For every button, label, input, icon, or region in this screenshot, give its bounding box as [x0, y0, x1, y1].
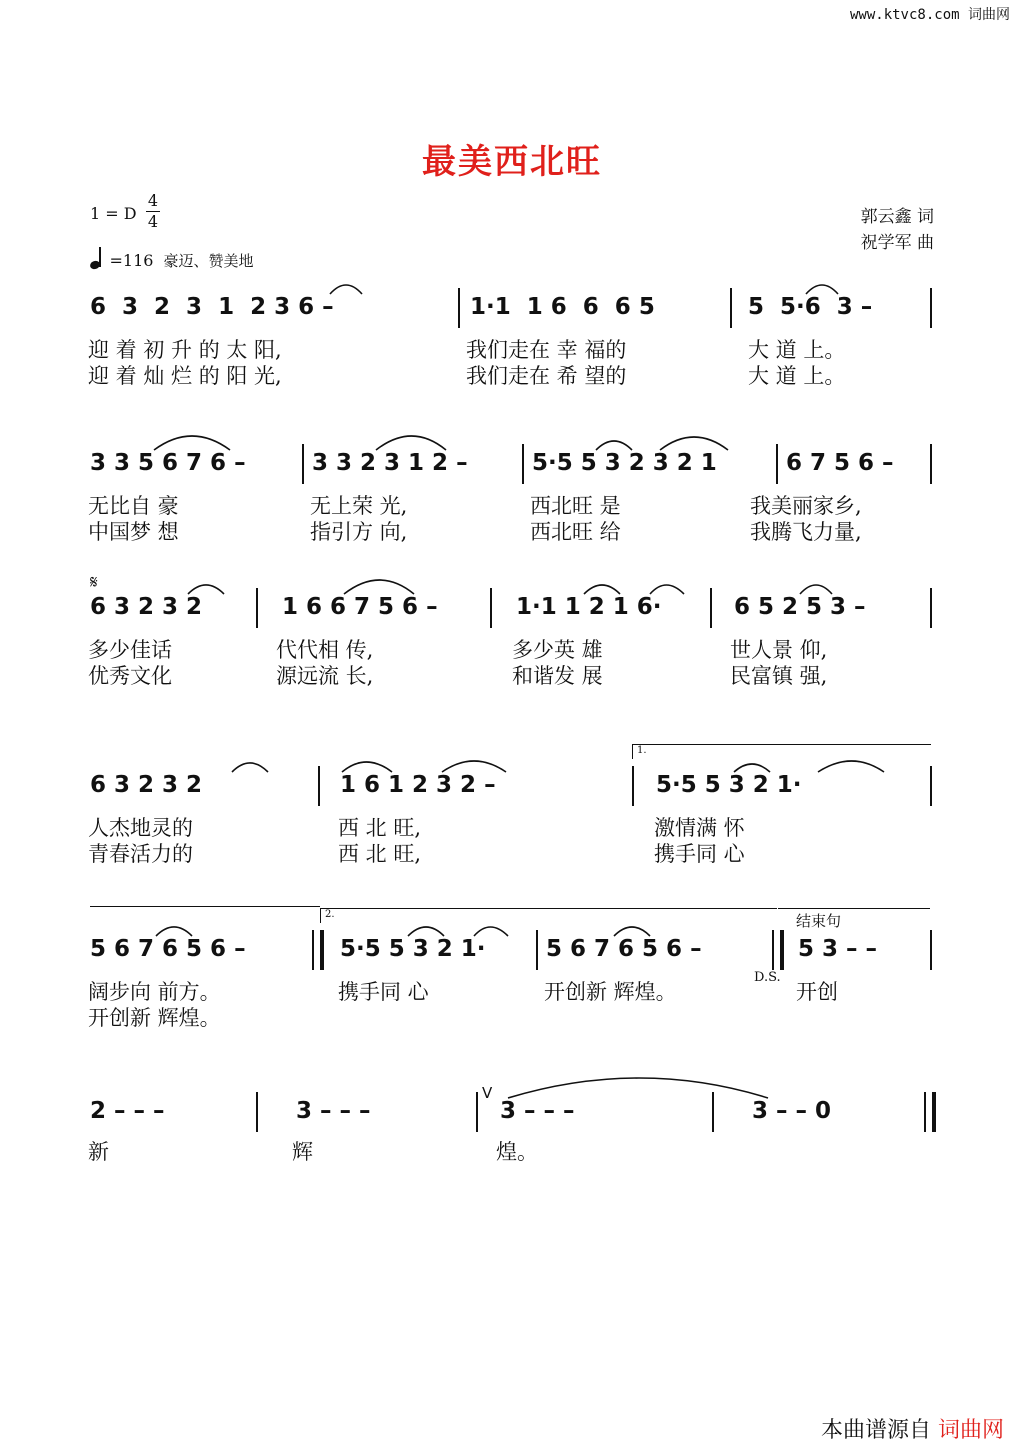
- breath-mark: V: [482, 1084, 493, 1102]
- row5-lyric2a: 开创新 辉煌。: [88, 1006, 221, 1030]
- row4-lyric2a: 青春活力的: [88, 842, 193, 866]
- row5-notes-m3: 5 6 7 6 5 6 –: [546, 936, 702, 962]
- row6-lyric1c: 煌。: [496, 1140, 538, 1164]
- row5-notes-m4: 5 3 – –: [798, 936, 878, 962]
- row3-lyric2a: 优秀文化: [88, 664, 172, 688]
- row5-lyric1c: 开创新 辉煌。: [544, 980, 677, 1004]
- row3-notes-m1: 6 3 2 3 2: [90, 594, 203, 620]
- row5-lyric1b: 携手同 心: [338, 980, 429, 1004]
- row4-notes-m2: 1 6 1 2 3 2 –: [340, 772, 496, 798]
- row4-notes-m3: 5·5 5 3 2 1·: [656, 772, 802, 798]
- repeat-barline: [312, 930, 324, 970]
- volta2-label: 2.: [325, 909, 335, 920]
- row1-lyric1c: 大 道 上。: [748, 338, 846, 362]
- credits: [861, 204, 934, 256]
- time-sig-bottom: 4: [147, 212, 159, 231]
- row6-notes-m2: 3 – – –: [296, 1098, 371, 1124]
- row1-lyric1b: 我们走在 幸 福的: [466, 338, 627, 362]
- row6-notes-m1: 2 – – –: [90, 1098, 165, 1124]
- row4-lyric2b: 西 北 旺,: [338, 842, 422, 866]
- row1-lyric2b: 我们走在 希 望的: [466, 364, 627, 388]
- tempo-value: =116: [109, 251, 154, 270]
- row2-lyric1a: 无比自 豪: [88, 494, 179, 518]
- row4-lyric1c: 激情满 怀: [654, 816, 745, 840]
- watermark-prefix: 本曲谱源自: [820, 1418, 931, 1443]
- row3-lyric1d: 世人景 仰,: [730, 638, 828, 662]
- row6-lyric1a: 新: [88, 1140, 109, 1164]
- row4-lyric1a: 人杰地灵的: [88, 816, 193, 840]
- ending-label: 结束句: [796, 912, 842, 930]
- row2-lyric2a: 中国梦 想: [88, 520, 179, 544]
- row2-lyric2c: 西北旺 给: [530, 520, 621, 544]
- row3-notes-m4: 6 5 2 5 3 –: [734, 594, 866, 620]
- row1-notes-m2: 1·1 1 6 6 6 5: [470, 294, 655, 320]
- row1-notes-m1: 6 3 2 3 1 2 3 6 –: [90, 294, 334, 320]
- row6-notes-m3: 3 – – –: [500, 1098, 575, 1124]
- watermark-site: 词曲网: [937, 1418, 1004, 1443]
- row5-lyric1d: 开创: [796, 980, 838, 1004]
- row3-lyric2d: 民富镇 强,: [730, 664, 828, 688]
- row4-lyric1b: 西 北 旺,: [338, 816, 422, 840]
- segno-icon: 𝄋: [90, 572, 98, 593]
- double-barline: [772, 930, 784, 970]
- row5-lyric1a: 阔步向 前方。: [88, 980, 221, 1004]
- volta-first-ending: [632, 744, 931, 759]
- row2-lyric2b: 指引方 向,: [310, 520, 408, 544]
- row5-notes-m1: 5 6 7 6 5 6 –: [90, 936, 246, 962]
- row1-notes-m3: 5 5·6 3 –: [748, 294, 873, 320]
- row4-notes-m1: 6 3 2 3 2: [90, 772, 203, 798]
- tempo-style: 豪迈、赞美地: [163, 252, 254, 270]
- time-signature: [146, 192, 160, 231]
- row3-lyric2c: 和谐发 展: [512, 664, 603, 688]
- dal-segno-mark: D.S.: [754, 970, 781, 985]
- tempo-marking: [90, 250, 253, 271]
- row3-notes-m2: 1 6 6 7 5 6 –: [282, 594, 438, 620]
- row4-lyric2c: 携手同 心: [654, 842, 745, 866]
- final-barline: [924, 1092, 936, 1132]
- row2-notes-m1: 3 3 5 6 7 6 –: [90, 450, 246, 476]
- watermark-top: www.ktvc8.com 词曲网: [849, 7, 1010, 23]
- lyricist: 郭云鑫 词: [860, 207, 934, 227]
- row2-notes-m4: 6 7 5 6 –: [786, 450, 894, 476]
- row3-notes-m3: 1·1 1 2 1 6·: [516, 594, 662, 620]
- key-signature: 1 = D: [90, 204, 137, 223]
- volta-second-ending: [320, 908, 777, 923]
- row3-lyric1a: 多少佳话: [88, 638, 172, 662]
- song-title: 最美西北旺: [422, 142, 602, 182]
- row3-lyric2b: 源远流 长,: [276, 664, 374, 688]
- row5-notes-m2: 5·5 5 3 2 1·: [340, 936, 486, 962]
- row6-notes-m4: 3 – – 0: [752, 1098, 832, 1124]
- row1-lyric2a: 迎 着 灿 烂 的 阳 光,: [88, 364, 282, 388]
- row1-lyric2c: 大 道 上。: [748, 364, 846, 388]
- volta1-label: 1.: [637, 745, 647, 756]
- row3-lyric1c: 多少英 雄: [512, 638, 603, 662]
- watermark-bottom: [821, 1413, 1004, 1444]
- row2-notes-m3: 5·5 5 3 2 3 2 1: [532, 450, 717, 476]
- row3-lyric1b: 代代相 传,: [276, 638, 374, 662]
- row2-lyric1d: 我美丽家乡,: [750, 494, 862, 518]
- row2-lyric2d: 我腾飞力量,: [750, 520, 862, 544]
- row2-lyric1b: 无上荣 光,: [310, 494, 408, 518]
- time-sig-top: 4: [147, 191, 159, 210]
- row1-lyric1a: 迎 着 初 升 的 太 阳,: [88, 338, 282, 362]
- row2-lyric1c: 西北旺 是: [530, 494, 621, 518]
- row2-notes-m2: 3 3 2 3 1 2 –: [312, 450, 468, 476]
- composer: 祝学军 曲: [860, 233, 934, 253]
- row6-lyric1b: 辉: [292, 1140, 313, 1164]
